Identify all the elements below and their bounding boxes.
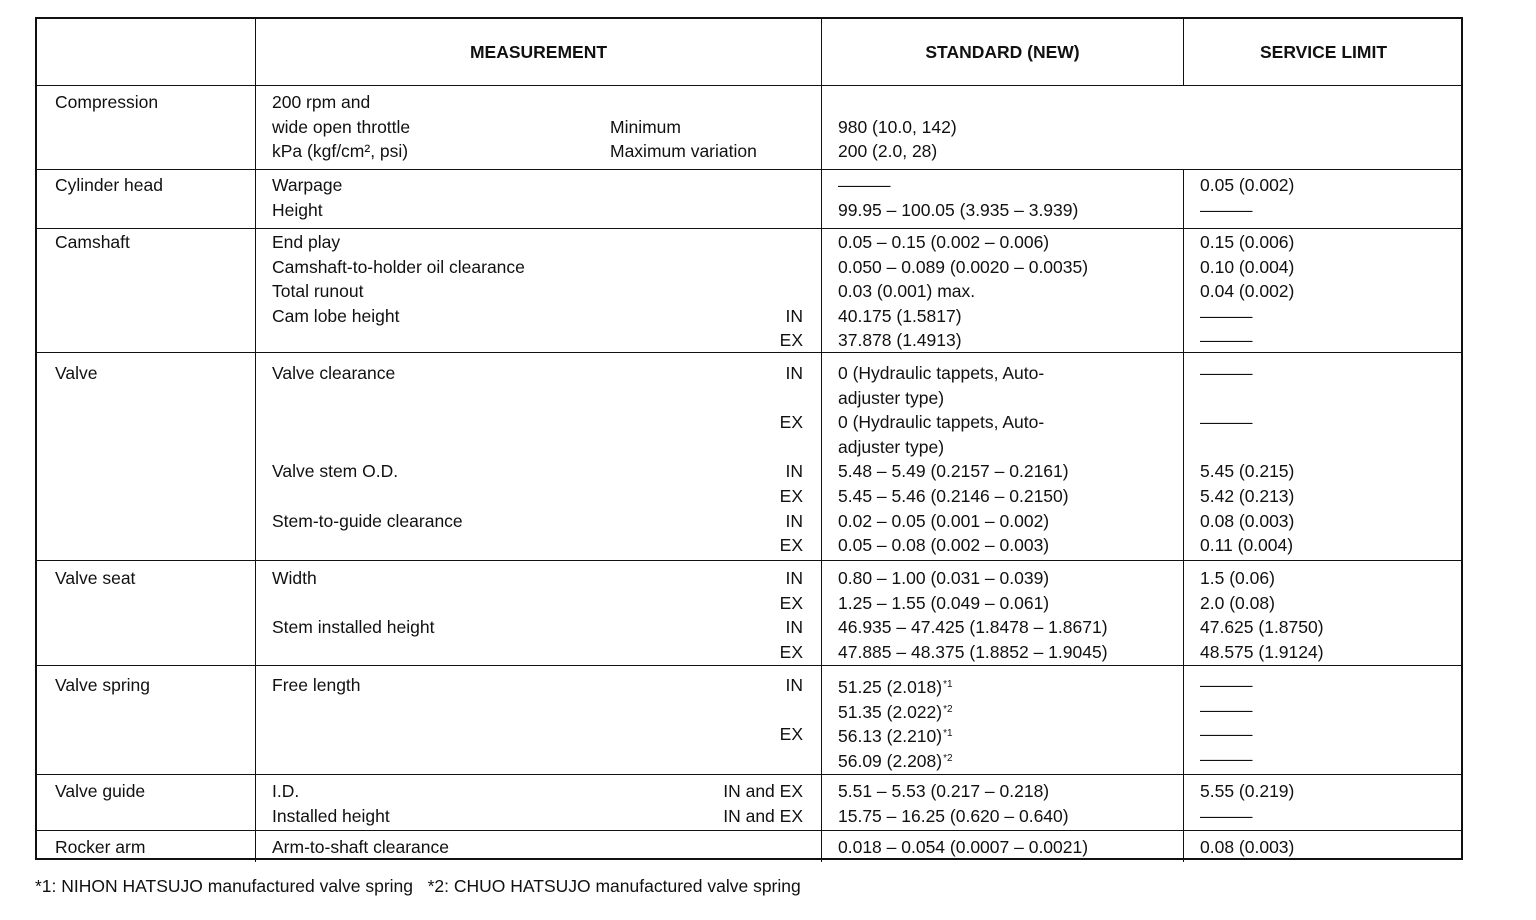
standard-text: 51.35 (2.022): [838, 701, 943, 722]
component-label: Compression: [55, 92, 159, 112]
service-limit-value: [1200, 435, 1463, 460]
standard-text: 980 (10.0, 142): [838, 116, 957, 137]
standard-value: [838, 459, 1183, 484]
service-limit-cell: [1183, 229, 1463, 352]
specifications-table: [35, 17, 1463, 860]
standard-value: [838, 410, 1183, 435]
service-limit-cell: [1183, 666, 1463, 774]
standard-text: 0.018 – 0.054 (0.0007 – 0.0021): [838, 837, 1089, 857]
standard-text: 5.45 – 5.46 (0.2146 – 0.2150): [838, 485, 1069, 506]
measurement-cell: [255, 229, 821, 352]
measurement-line: [272, 835, 821, 860]
intake-exhaust-qualifier: IN and EX: [723, 781, 803, 801]
standard-text: 40.175 (1.5817): [838, 305, 962, 326]
measurement-line: [272, 459, 821, 484]
standard-text: 0 (Hydraulic tappets, Auto-: [838, 363, 1045, 383]
service-limit-value: [1199, 115, 1463, 140]
header-row: [37, 19, 1461, 85]
standard-text: 1.25 – 1.55 (0.049 – 0.061): [838, 592, 1050, 613]
standard-value: [838, 255, 1183, 280]
standard-text: 0.050 – 0.089 (0.0020 – 0.0035): [838, 256, 1089, 277]
service-limit-value: 0.15 (0.006): [1200, 232, 1295, 252]
measurement-label: Free length: [272, 675, 361, 695]
standard-cell: [821, 86, 1183, 169]
intake-exhaust-qualifier: IN: [785, 617, 803, 638]
service-limit-value: 0.04 (0.002): [1200, 281, 1295, 302]
service-limit-value: [1199, 90, 1463, 115]
table-section: [37, 85, 1461, 169]
standard-text: adjuster type): [838, 436, 945, 457]
measurement-line: [272, 640, 821, 665]
measurement-label: Arm-to-shaft clearance: [272, 837, 450, 857]
service-limit-value: 0.10 (0.004): [1200, 256, 1295, 277]
measurement-line: [272, 304, 821, 329]
measurement-label: Cam lobe height: [272, 305, 400, 326]
standard-text: 0.80 – 1.00 (0.031 – 0.039): [838, 568, 1050, 588]
intake-exhaust-qualifier: EX: [779, 485, 803, 506]
standard-text: 5.48 – 5.49 (0.2157 – 0.2161): [838, 461, 1069, 482]
service-limit-value: 5.45 (0.215): [1200, 461, 1295, 482]
standard-value: [838, 139, 1183, 164]
service-limit-cell: [1183, 775, 1463, 830]
service-limit-value: ———: [1200, 724, 1253, 745]
measurement-cell: [255, 775, 821, 830]
standard-value: [838, 835, 1183, 860]
intake-exhaust-qualifier: EX: [779, 535, 803, 556]
measurement-line: [272, 115, 821, 140]
intake-exhaust-qualifier: EX: [779, 412, 803, 433]
measurement-line: [272, 198, 821, 223]
measurement-label: Height: [272, 199, 323, 220]
service-limit-value: 0.08 (0.003): [1200, 837, 1295, 857]
service-limit-value: 0.05 (0.002): [1200, 175, 1295, 195]
standard-value: [838, 779, 1183, 804]
component-label: Valve seat: [55, 568, 136, 588]
component-label: Valve spring: [55, 675, 151, 695]
measurement-line: [272, 533, 821, 558]
measurement-line: [272, 566, 821, 591]
service-limit-cell: [1183, 561, 1463, 665]
table-section: [37, 560, 1461, 665]
service-limit-value: 5.55 (0.219): [1200, 781, 1295, 801]
standard-value: [838, 615, 1183, 640]
measurement-label: End play: [272, 232, 341, 252]
service-limit-value: ———: [1200, 363, 1253, 383]
standard-value: [838, 230, 1183, 255]
intake-exhaust-qualifier: IN: [785, 510, 803, 531]
header-component: [37, 19, 255, 85]
standard-value: [838, 304, 1183, 329]
standard-text: 99.95 – 100.05 (3.935 – 3.939): [838, 199, 1079, 220]
measurement-label: Stem installed height: [272, 617, 435, 638]
intake-exhaust-qualifier: IN: [785, 461, 803, 482]
measurement-label: 200 rpm and: [272, 92, 371, 112]
component-name: [37, 831, 255, 862]
standard-value: [838, 173, 1183, 198]
measurement-line: [272, 386, 821, 411]
service-limit-value: [1200, 386, 1463, 411]
intake-exhaust-qualifier: IN: [785, 363, 803, 383]
measurement-cell: [255, 666, 821, 774]
component-name: [37, 353, 255, 560]
measurement-line: [272, 173, 821, 198]
measurement-cell: [255, 353, 821, 560]
footnote: *1: NIHON HATSUJO manufactured valve spring *2: CHUO HATSUJO manufactured valve spring: [35, 876, 801, 896]
measurement-line: [272, 435, 821, 460]
measurement-cell: [255, 831, 821, 862]
service-limit-value: ———: [1200, 330, 1253, 351]
measurement-cell: [255, 561, 821, 665]
measurement-label: wide open throttle: [272, 116, 411, 137]
measurement-label: Camshaft-to-holder oil clearance: [272, 256, 525, 277]
standard-text: 0.05 – 0.08 (0.002 – 0.003): [838, 535, 1050, 556]
intake-exhaust-qualifier: IN: [785, 675, 803, 695]
standard-value: [838, 115, 1183, 140]
measurement-condition: Minimum: [610, 116, 681, 137]
service-limit-value: ———: [1200, 675, 1253, 695]
header-service-limit: SERVICE LIMIT: [1183, 19, 1463, 85]
standard-text: 0.03 (0.001) max.: [838, 281, 976, 302]
measurement-line: [272, 361, 821, 386]
standard-text: 47.885 – 48.375 (1.8852 – 1.9045): [838, 641, 1108, 662]
table-section: [37, 774, 1461, 830]
intake-exhaust-qualifier: EX: [779, 330, 803, 351]
measurement-line: [272, 139, 821, 164]
service-limit-value: 47.625 (1.8750): [1200, 617, 1324, 638]
service-limit-value: ———: [1200, 199, 1253, 220]
measurement-line: [272, 615, 821, 640]
measurement-line: [272, 673, 821, 698]
component-label: Cylinder head: [55, 175, 163, 195]
component-label: Valve: [55, 363, 98, 383]
measurement-label: Width: [272, 568, 317, 588]
measurement-line: [272, 698, 821, 723]
standard-value: [838, 722, 1183, 747]
table-section: [37, 352, 1461, 560]
footnote-marker: *1: [943, 679, 953, 690]
measurement-line: [272, 722, 821, 747]
measurement-line: [272, 230, 821, 255]
service-limit-cell: [1183, 353, 1463, 560]
service-limit-value: [1199, 139, 1463, 164]
header-measurement: MEASUREMENT: [255, 19, 821, 85]
standard-value: [838, 673, 1183, 698]
standard-value: [838, 533, 1183, 558]
intake-exhaust-qualifier: IN: [785, 568, 803, 588]
standard-text: 0.02 – 0.05 (0.001 – 0.002): [838, 510, 1050, 531]
standard-value: [838, 591, 1183, 616]
component-name: [37, 229, 255, 352]
measurement-label: I.D.: [272, 781, 300, 801]
service-limit-value: 0.11 (0.004): [1200, 535, 1294, 556]
measurement-line: [272, 279, 821, 304]
standard-value: [838, 386, 1183, 411]
standard-value: [838, 640, 1183, 665]
measurement-label: Valve clearance: [272, 363, 396, 383]
standard-text: 15.75 – 16.25 (0.620 – 0.640): [838, 805, 1069, 826]
standard-text: 37.878 (1.4913): [838, 330, 962, 351]
table-section: [37, 228, 1461, 352]
measurement-line: [272, 591, 821, 616]
standard-cell: [821, 561, 1183, 665]
service-limit-value: 2.0 (0.08): [1200, 592, 1275, 613]
component-name: [37, 170, 255, 228]
standard-text: 0 (Hydraulic tappets, Auto-: [838, 412, 1045, 433]
service-limit-value: 1.5 (0.06): [1200, 568, 1275, 588]
intake-exhaust-qualifier: IN: [785, 305, 803, 326]
standard-text: adjuster type): [838, 387, 945, 408]
measurement-label: Warpage: [272, 175, 343, 195]
standard-text: 56.09 (2.208): [838, 750, 943, 771]
standard-cell: [821, 666, 1183, 774]
service-limit-value: ———: [1200, 699, 1253, 720]
standard-value: [838, 198, 1183, 223]
service-limit-value: ———: [1200, 805, 1253, 826]
component-label: Camshaft: [55, 232, 130, 252]
standard-text: 5.51 – 5.53 (0.217 – 0.218): [838, 781, 1050, 801]
standard-text: 56.13 (2.210): [838, 726, 943, 747]
measurement-cell: [255, 86, 821, 169]
standard-cell: [821, 229, 1183, 352]
service-limit-cell: [1183, 831, 1463, 862]
measurement-line: [272, 747, 821, 772]
standard-value: [838, 698, 1183, 723]
measurement-line: [272, 328, 821, 353]
measurement-line: [272, 410, 821, 435]
measurement-label: Total runout: [272, 281, 364, 302]
measurement-label: Stem-to-guide clearance: [272, 510, 463, 531]
service-limit-value: ———: [1200, 412, 1253, 433]
standard-value: [838, 279, 1183, 304]
footnote-marker: *1: [943, 728, 953, 740]
measurement-label: Installed height: [272, 805, 390, 826]
table-section: [37, 665, 1461, 774]
intake-exhaust-qualifier: EX: [779, 724, 803, 745]
standard-value: [838, 361, 1183, 386]
standard-value: [838, 90, 1183, 115]
standard-text: 200 (2.0, 28): [838, 141, 938, 162]
standard-text: 51.25 (2.018): [838, 677, 943, 697]
standard-text: 0.05 – 0.15 (0.002 – 0.006): [838, 232, 1050, 252]
standard-cell: [821, 170, 1183, 228]
standard-value: [838, 435, 1183, 460]
component-name: [37, 666, 255, 774]
measurement-cell: [255, 170, 821, 228]
component-label: Rocker arm: [55, 837, 146, 857]
intake-exhaust-qualifier: EX: [779, 641, 803, 662]
standard-cell: [821, 831, 1183, 862]
service-limit-cell: [1183, 86, 1463, 169]
measurement-line: [272, 509, 821, 534]
header-standard: STANDARD (NEW): [821, 19, 1183, 85]
standard-text: ———: [838, 175, 891, 195]
measurement-line: [272, 804, 821, 829]
measurement-label: Valve stem O.D.: [272, 461, 399, 482]
component-name: [37, 561, 255, 665]
table-section: [37, 169, 1461, 228]
measurement-condition: Maximum variation: [610, 141, 757, 162]
service-limit-value: 5.42 (0.213): [1200, 485, 1295, 506]
component-name: [37, 775, 255, 830]
footnote-marker: *2: [943, 703, 953, 715]
intake-exhaust-qualifier: IN and EX: [723, 805, 803, 826]
standard-cell: [821, 775, 1183, 830]
service-limit-value: ———: [1200, 748, 1253, 769]
standard-text: 46.935 – 47.425 (1.8478 – 1.8671): [838, 617, 1108, 638]
measurement-line: [272, 484, 821, 509]
standard-value: [838, 509, 1183, 534]
component-name: [37, 86, 255, 169]
intake-exhaust-qualifier: EX: [779, 592, 803, 613]
standard-value: [838, 747, 1183, 772]
standard-value: [838, 566, 1183, 591]
measurement-label: kPa (kgf/cm², psi): [272, 141, 409, 162]
table-section: [37, 830, 1461, 862]
service-limit-cell: [1183, 170, 1463, 228]
measurement-line: [272, 255, 821, 280]
measurement-line: [272, 90, 821, 115]
standard-value: [838, 484, 1183, 509]
component-label: Valve guide: [55, 781, 146, 801]
footnote-marker: *2: [943, 752, 953, 764]
standard-value: [838, 804, 1183, 829]
measurement-line: [272, 779, 821, 804]
service-limit-value: 0.08 (0.003): [1200, 510, 1295, 531]
service-limit-value: ———: [1200, 305, 1253, 326]
standard-value: [838, 328, 1183, 353]
service-limit-value: 48.575 (1.9124): [1200, 641, 1324, 662]
standard-cell: [821, 353, 1183, 560]
